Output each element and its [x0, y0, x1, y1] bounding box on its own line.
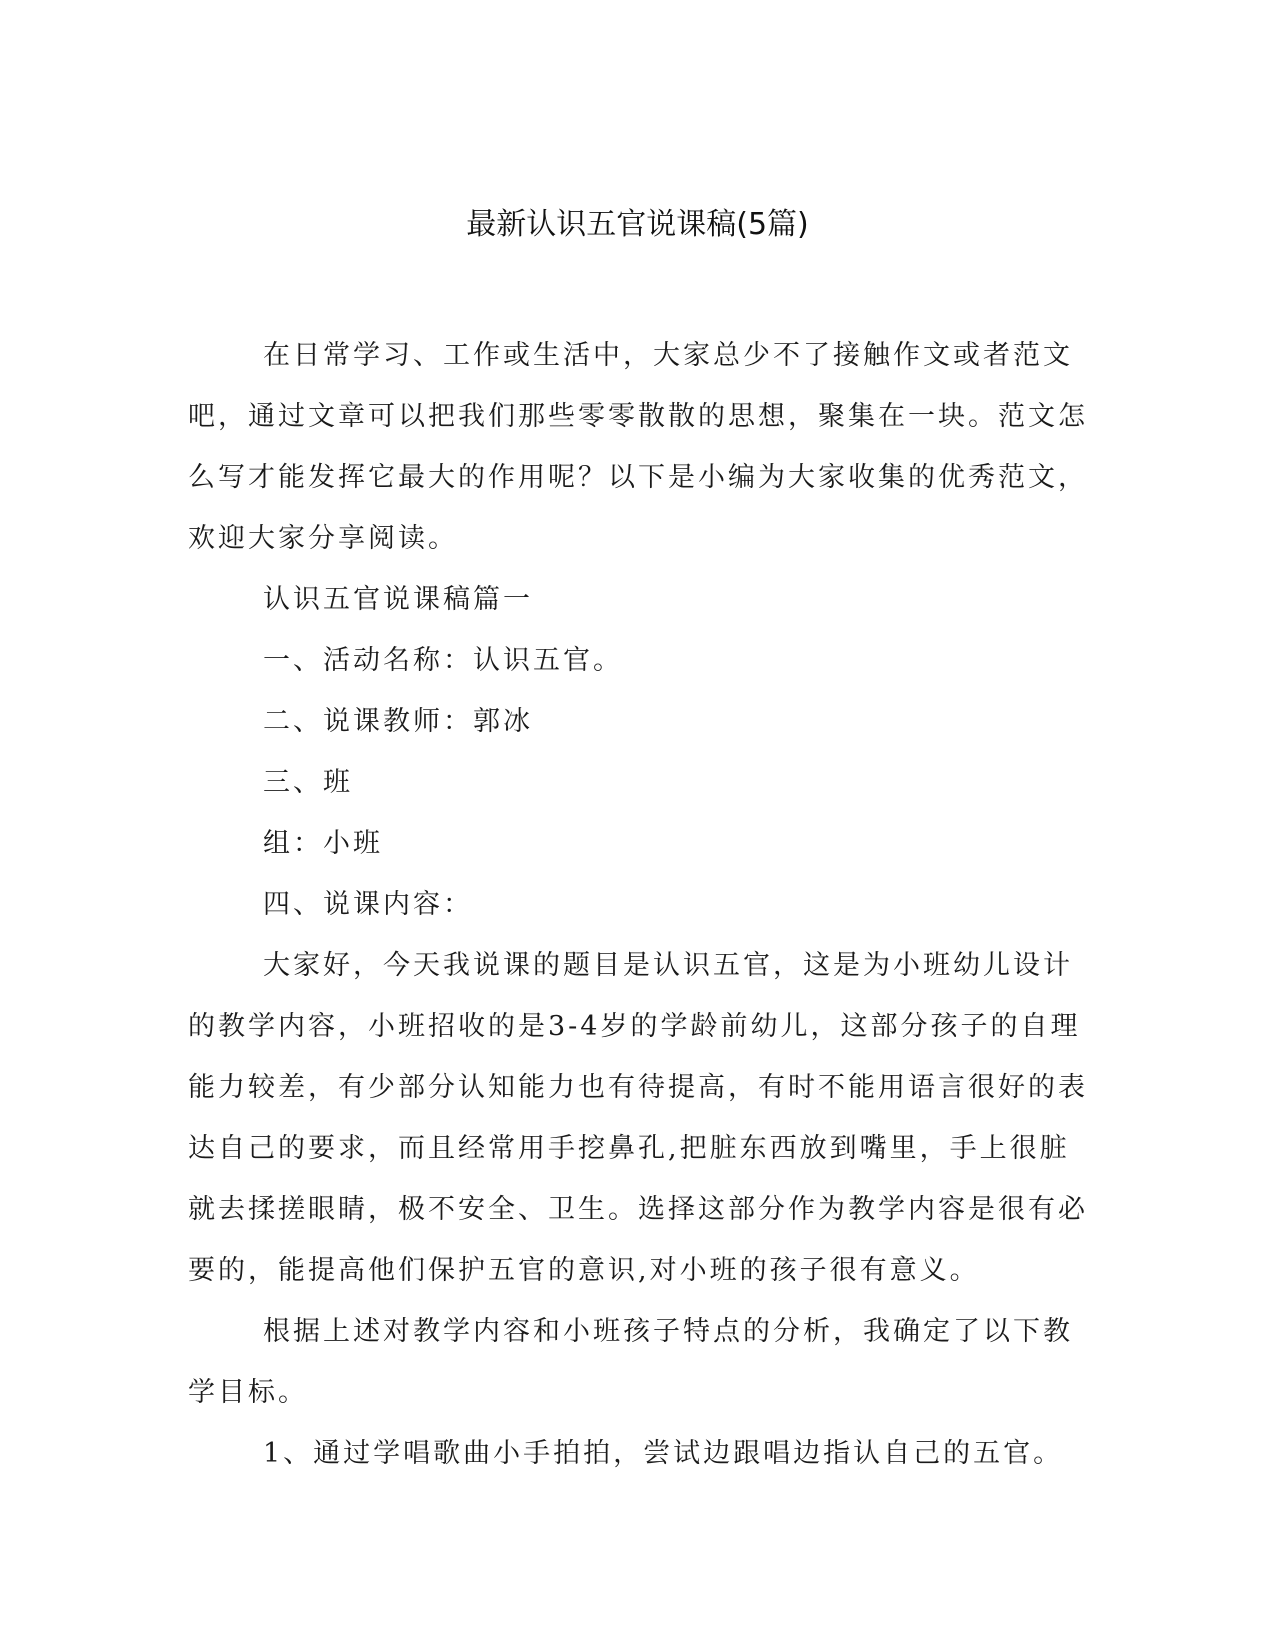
activity-name: 一、活动名称：认识五官。	[263, 645, 623, 676]
document-title: 最新认识五官说课稿(5篇)	[466, 207, 809, 242]
document-body	[188, 325, 1088, 1484]
content-paragraph: 大家好，今天我说课的题目是认识五官，这是为小班幼儿设计的教学内容，小班招收的是3-4岁的学龄前幼儿，这部分孩子的自理能力较差，有少部分认知能力也有待提高，有时不能用语言很好的表达自己的要求，而且经常用手挖鼻孔,把脏东西放到嘴里，手上很脏就去揉搓眼睛，极不安全、卫生。选择这部分作为教学内容是很有必要的，能提高他们保护五官的意识,对小班的孩子很有意义。	[188, 950, 1088, 1286]
lecturer: 二、说课教师：郭冰	[263, 706, 533, 737]
class-label: 三、班	[263, 767, 353, 798]
objectives-paragraph: 根据上述对教学内容和小班孩子特点的分析，我确定了以下教学目标。	[188, 1316, 1073, 1408]
group-label: 组：小班	[263, 828, 383, 859]
intro-paragraph: 在日常学习、工作或生活中，大家总少不了接触作文或者范文吧，通过文章可以把我们那些零零散散的思想，聚集在一块。范文怎么写才能发挥它最大的作用呢？以下是小编为大家收集的优秀范文，欢迎大家分享阅读。	[188, 340, 1088, 554]
objective-item-1: 1、通过学唱歌曲小手拍拍，尝试边跟唱边指认自己的五官。	[263, 1438, 1064, 1469]
section-heading: 认识五官说课稿篇一	[263, 584, 533, 615]
lecture-content-heading: 四、说课内容：	[263, 889, 473, 920]
